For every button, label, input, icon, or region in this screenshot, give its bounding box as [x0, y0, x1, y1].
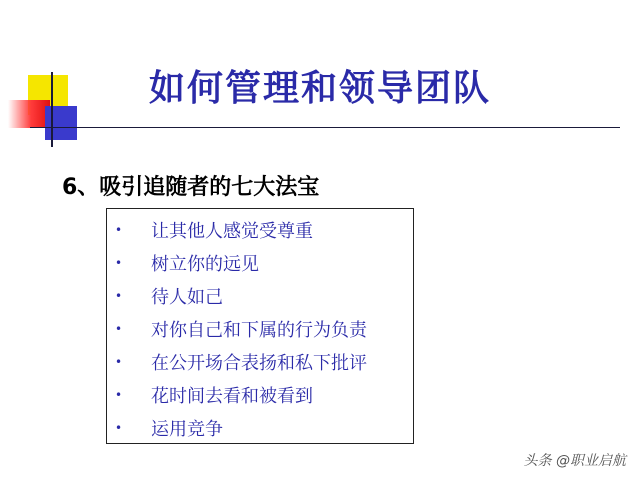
- list-item-text: 树立你的远见: [151, 253, 259, 275]
- watermark-text: 头条 @职业启航: [523, 453, 626, 469]
- list-item: [115, 213, 413, 246]
- list-item: [115, 279, 413, 312]
- list-item: [115, 312, 413, 345]
- list-item: [115, 411, 413, 444]
- bullet-list-box: [106, 208, 414, 444]
- list-item-text: 花时间去看和被看到: [151, 385, 313, 407]
- list-item-text: 对你自己和下属的行为负责: [151, 319, 367, 341]
- bullet-icon: •: [115, 321, 123, 336]
- list-item: [115, 246, 413, 279]
- bullet-icon: •: [115, 255, 123, 270]
- bullet-icon: •: [115, 288, 123, 303]
- logo-blue-square: [45, 106, 77, 140]
- slide-title: 如何管理和领导团队: [148, 68, 491, 109]
- list-item: [115, 345, 413, 378]
- bullet-icon: •: [115, 354, 123, 369]
- list-item-text: 运用竞争: [151, 418, 223, 440]
- title-underline-divider: [30, 127, 620, 128]
- bullet-icon: •: [115, 222, 123, 237]
- list-item-text: 让其他人感觉受尊重: [151, 220, 313, 242]
- bullet-icon: •: [115, 420, 123, 435]
- list-item: [115, 378, 413, 411]
- list-item-text: 在公开场合表扬和私下批评: [151, 352, 367, 374]
- bullet-icon: •: [115, 387, 123, 402]
- list-item-text: 待人如己: [151, 286, 223, 308]
- slide-subtitle: 6、吸引追随者的七大法宝: [62, 175, 320, 200]
